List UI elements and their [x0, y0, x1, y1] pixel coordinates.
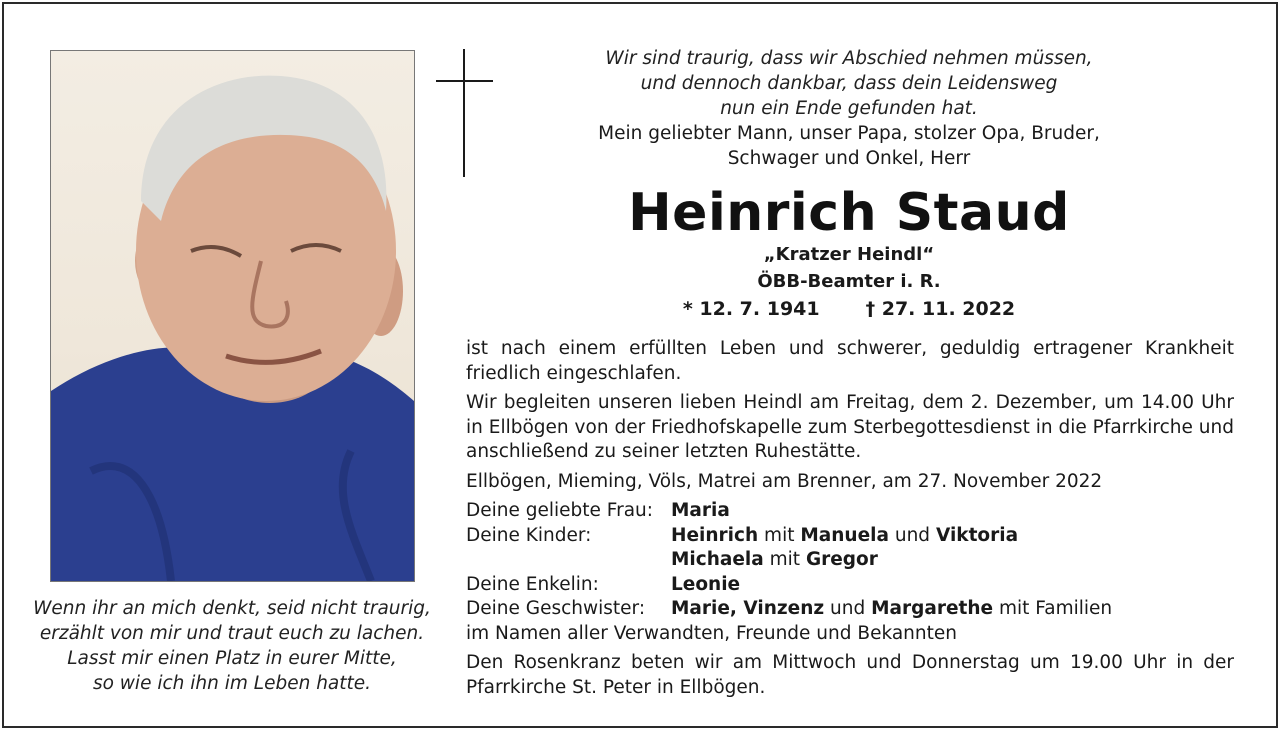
family-name: Maria	[671, 500, 730, 521]
intro-line: Mein geliebter Mann, unser Papa, stolzer Opa, Bruder,	[598, 123, 1100, 144]
job-title: ÖBB-Beamter i. R.	[757, 271, 941, 292]
quote-line: Wenn ihr an mich denkt, seid nicht traurig,	[33, 598, 431, 619]
intro-line: Schwager und Onkel, Herr	[727, 148, 971, 169]
family-name: Manuela	[800, 524, 889, 546]
quote-line: erzählt von mir und traut euch zu lachen.	[39, 623, 425, 644]
intro-line: Wir sind traurig, dass wir Abschied nehmen müssen,	[605, 48, 1093, 69]
obituary-body	[466, 337, 1234, 705]
memorial-quote	[4, 596, 460, 696]
rosary-info: Den Rosenkranz beten wir am Mittwoch und Donnerstag um 19.00 Uhr in der Pfarrkirche St. Peter in Ellbögen.	[466, 652, 1234, 698]
connector-text: mit	[769, 549, 801, 570]
nickname: „Kratzer Heindl“	[763, 244, 935, 265]
relatives-line: im Namen aller Verwandten, Freunde und Bekannten	[466, 622, 957, 644]
connector-text: mit Familien	[999, 598, 1113, 619]
family-name: Michaela	[671, 549, 764, 570]
connector-text: und	[830, 598, 866, 619]
obituary-card	[2, 2, 1278, 728]
latin-cross-icon	[436, 49, 494, 177]
intro-line: nun ein Ende gefunden hat.	[720, 98, 978, 119]
place-date: Ellbögen, Mieming, Völs, Matrei am Brenner, am 27. November 2022	[466, 470, 1103, 492]
connector-text: und	[894, 524, 931, 546]
family-label: Deine Geschwister:	[466, 598, 646, 619]
paragraph-passing: ist nach einem erfüllten Leben und schwerer, geduldig ertragener Krankheit friedlich eingeschlafen.	[466, 338, 1234, 384]
intro-line: und dennoch dankbar, dass dein Leidensweg	[640, 73, 1058, 94]
family-label: Deine geliebte Frau:	[466, 500, 653, 521]
paragraph-funeral: Wir begleiten unseren lieben Heindl am Freitag, dem 2. Dezember, um 14.00 Uhr in Ellbögen von der Friedhofskapelle zum Sterbegottesdienst in die Pfarrkirche und anschließend zu seiner letzten Ruhestätte.	[466, 392, 1234, 462]
quote-line: Lasst mir einen Platz in eurer Mitte,	[67, 648, 397, 669]
family-name: Leonie	[671, 573, 741, 595]
family-list	[466, 499, 1234, 622]
intro-text	[559, 46, 1139, 171]
family-name: Viktoria	[935, 524, 1019, 546]
portrait-illustration	[51, 51, 414, 581]
family-label: Deine Enkelin:	[466, 573, 599, 595]
death-date: † 27. 11. 2022	[865, 298, 1016, 320]
family-name: Marie, Vinzenz	[671, 598, 825, 619]
connector-text: mit	[764, 524, 795, 546]
portrait-photo	[50, 50, 415, 582]
family-label: Deine Kinder:	[466, 524, 592, 546]
deceased-name: Heinrich Staud	[628, 183, 1070, 243]
life-dates	[559, 296, 1139, 322]
family-name: Heinrich	[671, 524, 759, 546]
family-name: Gregor	[805, 549, 878, 570]
birth-date: * 12. 7. 1941	[682, 298, 820, 320]
family-name: Margarethe	[871, 598, 994, 619]
quote-line: so wie ich ihn im Leben hatte.	[92, 673, 372, 694]
